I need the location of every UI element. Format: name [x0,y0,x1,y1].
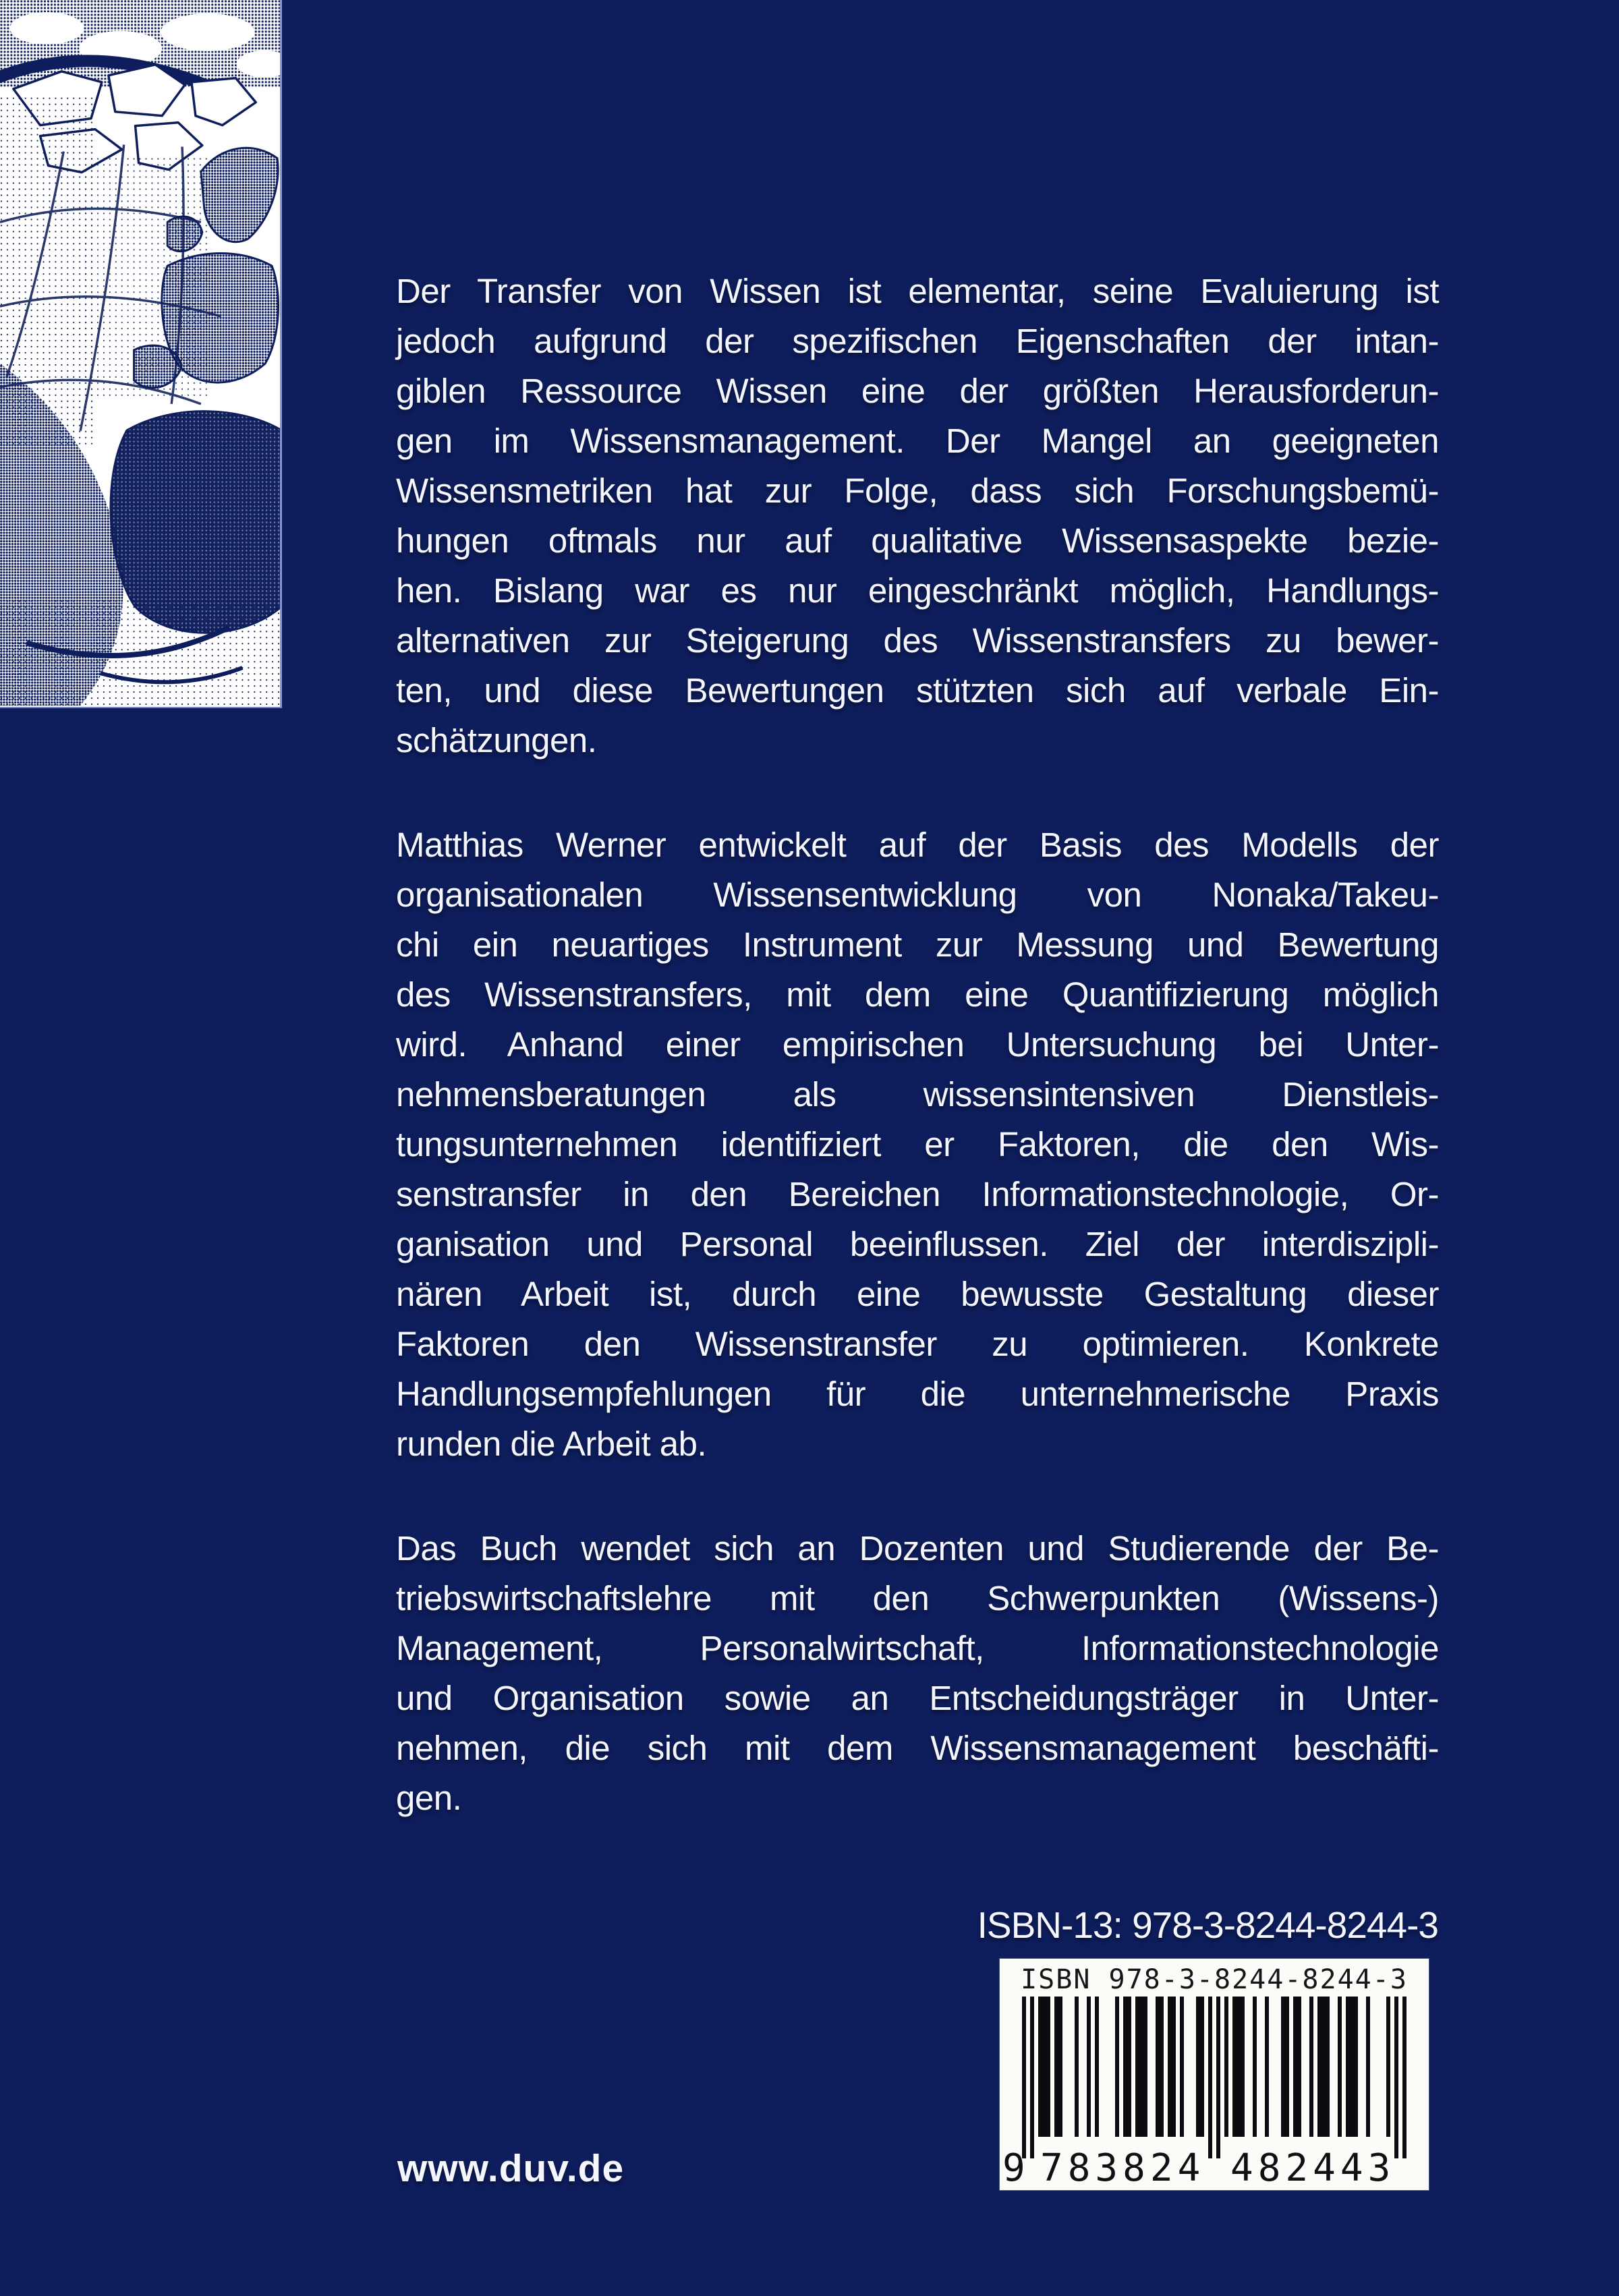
text-line: tungsunternehmen identifiziert er Faktoren, die den Wis- [396,1125,1439,1164]
text-line: chi ein neuartiges Instrument zur Messung und Bewertung [396,925,1439,964]
isbn-13-label: ISBN-13: 978-3-8244-8244-3 [977,1904,1438,1946]
text-line: gen. [396,1779,462,1817]
text-line: Der Transfer von Wissen ist elementar, seine Evaluierung ist [396,272,1439,310]
text-line: nären Arbeit ist, durch eine bewusste Gestaltung dieser [396,1275,1439,1313]
text-line: hungen oftmals nur auf qualitative Wissensaspekte bezie- [396,521,1439,560]
text-line: schätzungen. [396,721,597,759]
blurb-paragraph-1 [396,266,1439,766]
text-line: Matthias Werner entwickelt auf der Basis des Modells der [396,826,1439,864]
barcode-digit-group: 783824 [1040,2146,1205,2190]
text-line: jedoch aufgrund der spezifischen Eigenschaften der intan- [396,322,1439,360]
blurb-text [396,266,1439,1823]
globe-illustration [0,0,282,708]
text-line: Management, Personalwirtschaft, Informationstechnologie [396,1629,1439,1667]
text-line: nehmen, die sich mit dem Wissensmanagement beschäfti- [396,1729,1439,1767]
text-line: ten, und diese Bewertungen stützten sich auf verbale Ein- [396,671,1439,710]
text-line: triebswirtschaftslehre mit den Schwerpunkten (Wissens-) [396,1579,1439,1617]
text-line: alternativen zur Steigerung des Wissenstransfers zu bewer- [396,621,1439,660]
publisher-website: www.duv.de [397,2147,625,2190]
text-line: ganisation und Personal beeinflussen. Ziel der interdiszipli- [396,1225,1439,1263]
globe-icon [0,0,280,707]
blurb-paragraph-2 [396,820,1439,1469]
text-line: senstransfer in den Bereichen Informationstechnologie, Or- [396,1175,1439,1213]
text-line: gen im Wissensmanagement. Der Mangel an geeigneten [396,422,1439,460]
text-line: Wissensmetriken hat zur Folge, dass sich Forschungsbemü- [396,471,1439,510]
barcode [1000,1959,1429,2190]
barcode-digit-group: 9 [1002,2146,1025,2190]
text-line: hen. Bislang war es nur eingeschränkt möglich, Handlungs- [396,571,1439,610]
text-line: giblen Ressource Wissen eine der größten Herausforderun- [396,372,1439,410]
text-line: Das Buch wendet sich an Dozenten und Studierende der Be- [396,1529,1439,1568]
blurb-paragraph-3 [396,1524,1439,1823]
text-line: Faktoren den Wissenstransfer zu optimieren. Konkrete [396,1325,1439,1363]
text-line: organisationalen Wissensentwicklung von Nonaka/Takeu- [396,876,1439,914]
barcode-bars-icon [1022,1997,1407,2161]
text-line: wird. Anhand einer empirischen Untersuchung bei Unter- [396,1025,1439,1064]
text-line: Handlungsempfehlungen für die unternehmerische Praxis [396,1375,1439,1413]
text-line: und Organisation sowie an Entscheidungsträger in Unter- [396,1679,1439,1717]
text-line: runden die Arbeit ab. [396,1425,707,1463]
text-line: nehmensberatungen als wissensintensiven Dienstleis- [396,1075,1439,1114]
text-line: des Wissenstransfers, mit dem eine Quantifizierung möglich [396,975,1439,1014]
barcode-isbn-text: ISBN 978-3-8244-8244-3 [1021,1964,1408,1995]
barcode-digit-group: 482443 [1230,2146,1396,2190]
